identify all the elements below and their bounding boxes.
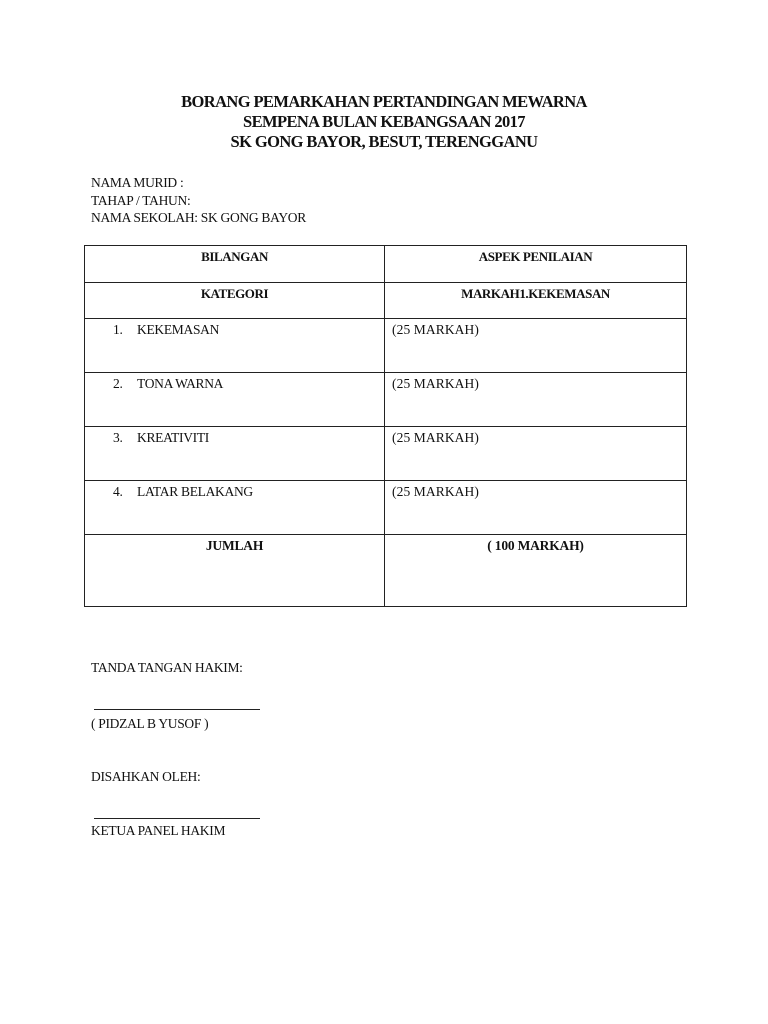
header-bilangan: BILANGAN bbox=[85, 246, 385, 283]
form-title bbox=[0, 92, 768, 152]
table-row bbox=[85, 373, 687, 427]
table-header-row bbox=[85, 246, 687, 283]
total-marks: ( 100 MARKAH) bbox=[385, 535, 687, 607]
table-row bbox=[85, 319, 687, 373]
approver-signature-line bbox=[94, 818, 260, 819]
criterion-number: 3. bbox=[113, 430, 123, 445]
criterion-cell bbox=[85, 427, 384, 446]
criterion-label: LATAR BELAKANG bbox=[137, 484, 253, 499]
criterion-cell bbox=[85, 481, 384, 500]
approver-title: KETUA PANEL HAKIM bbox=[91, 823, 226, 838]
judge-signature-line bbox=[94, 709, 260, 710]
header-aspek-penilaian: ASPEK PENILAIAN bbox=[385, 246, 687, 283]
nama-murid-label: NAMA MURID : bbox=[91, 175, 184, 190]
marks-cell: (25 MARKAH) bbox=[385, 427, 687, 481]
approved-by-label: DISAHKAN OLEH: bbox=[91, 769, 201, 784]
criterion-label: KREATIVITI bbox=[137, 430, 209, 445]
judge-signature-label: TANDA TANGAN HAKIM: bbox=[91, 660, 243, 675]
criterion-label: KEKEMASAN bbox=[137, 322, 220, 337]
nama-sekolah-label: NAMA SEKOLAH: SK GONG BAYOR bbox=[91, 210, 306, 225]
criterion-number: 2. bbox=[113, 376, 123, 391]
total-row bbox=[85, 535, 687, 607]
tahap-tahun-label: TAHAP / TAHUN: bbox=[91, 192, 191, 208]
marks-cell: (25 MARKAH) bbox=[385, 319, 687, 373]
title-line-3: SK GONG BAYOR, BESUT, TERENGGANU bbox=[230, 132, 538, 151]
title-line-1: BORANG PEMARKAHAN PERTANDINGAN MEWARNA bbox=[181, 92, 587, 111]
header-kategori: KATEGORI bbox=[85, 283, 385, 319]
table-subheader-row bbox=[85, 283, 687, 319]
criterion-label: TONA WARNA bbox=[137, 376, 224, 391]
marks-cell: (25 MARKAH) bbox=[385, 481, 687, 535]
table-row bbox=[85, 481, 687, 535]
criterion-number: 1. bbox=[113, 322, 123, 337]
scoring-table bbox=[84, 245, 687, 607]
marks-cell: (25 MARKAH) bbox=[385, 373, 687, 427]
criterion-number: 4. bbox=[113, 484, 123, 499]
header-markah: MARKAH1.KEKEMASAN bbox=[385, 283, 687, 319]
student-info bbox=[91, 174, 306, 227]
title-line-2: SEMPENA BULAN KEBANGSAAN 2017 bbox=[243, 112, 525, 131]
criterion-cell bbox=[85, 319, 384, 338]
criterion-cell bbox=[85, 373, 384, 392]
total-label: JUMLAH bbox=[85, 535, 385, 607]
judge-name: ( PIDZAL B YUSOF ) bbox=[91, 716, 209, 731]
table-row bbox=[85, 427, 687, 481]
